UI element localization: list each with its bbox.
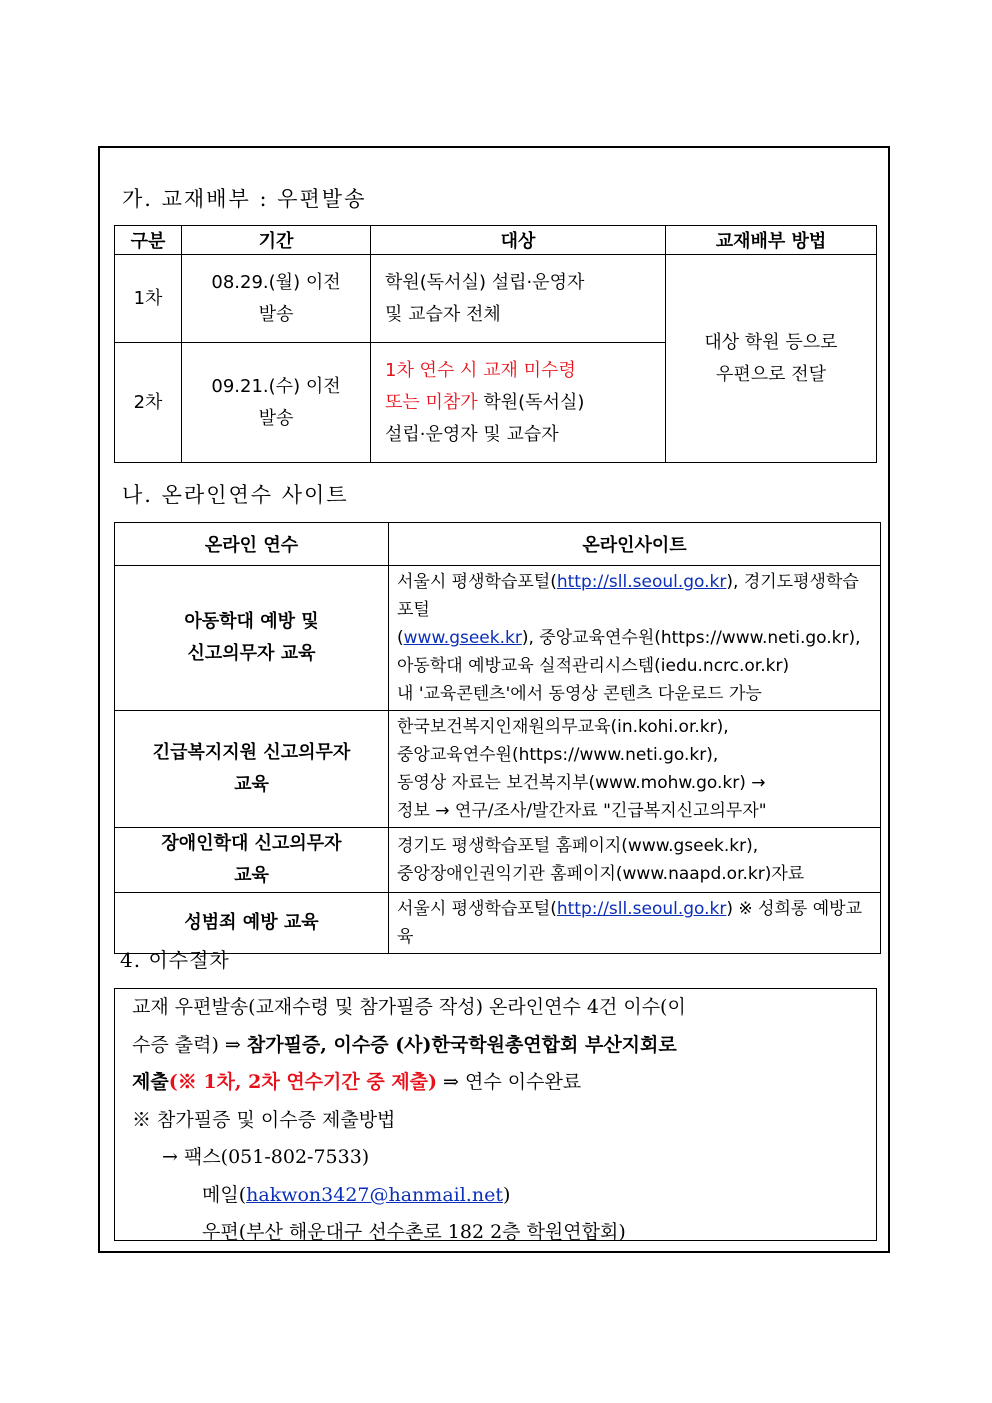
target-line: 학원(독서실) 설립·운영자 [385,271,585,293]
target-line-red: 1차 연수 시 교재 미수령 [385,359,576,381]
training-name-line: 장애인학대 신고의무자 [161,833,342,854]
site-cell [389,828,881,893]
procedure-text-bold: 참가필증, 이수증 (사)한국학원총연합회 부산지회로 [246,1033,677,1056]
method-cell [666,255,877,463]
period-line: 발송 [258,303,294,325]
procedure-line: 교재 우편발송(교재수령 및 참가필증 작성) 온라인연수 4건 이수(이 [132,996,686,1018]
procedure-text-bold: 제출 [132,1071,169,1093]
site-cell [389,893,881,954]
site-line: 정보 → 연구/조사/발간자료 "긴급복지신고의무자" [397,801,767,821]
method-line: 우편으로 전달 [715,363,827,385]
period-cell [182,255,371,343]
target-cell [371,255,666,343]
header-site: 온라인사이트 [389,523,881,566]
seoul-portal-link[interactable]: http://sll.seoul.go.kr [556,899,727,919]
target-text-red: 또는 미참가 [385,391,478,413]
training-name-cell: 성범죄 예방 교육 [115,893,389,954]
header-method: 교재배부 방법 [666,226,877,255]
site-text: ), 중앙교육연수원(https://www.neti.go.kr), [521,628,861,648]
training-name-line: 긴급복지지원 신고의무자 [152,742,351,763]
table-row [115,255,877,343]
training-name-cell [115,566,389,711]
section-4-title: 4. 이수절차 [120,948,230,972]
procedure-line [132,1177,876,1215]
site-line: 내 '교육콘텐츠'에서 동영상 콘텐츠 다운로드 가능 [397,684,762,704]
training-name-line: 교육 [234,774,269,795]
target-cell [371,343,666,463]
target-line [385,387,665,419]
training-name-cell [115,828,389,893]
procedure-line [132,1027,876,1065]
section-na-title: 나. 온라인연수 사이트 [122,483,349,507]
table-row [115,711,881,828]
round-cell: 1차 [115,255,182,343]
training-name-line: 신고의무자 교육 [187,643,316,664]
period-line: 08.29.(월) 이전 [211,271,341,293]
distribution-table [114,225,877,463]
target-line: 및 교습자 전체 [385,303,501,325]
site-text: ( [397,628,404,648]
header-training: 온라인 연수 [115,523,389,566]
online-training-table [114,522,881,954]
site-line: 한국보건복지인재원의무교육(in.kohi.or.kr), [397,717,729,737]
procedure-text: ) [502,1183,511,1206]
procedure-text: ⇒ 연수 이수완료 [437,1071,582,1093]
site-text: ) ※ 성희롱 예방교육 [397,899,863,947]
seoul-portal-link[interactable]: http://sll.seoul.go.kr [556,572,727,592]
target-text: 학원(독서실) [477,391,585,413]
target-line: 설립·운영자 및 교습자 [385,423,559,445]
site-text: 서울시 평생학습포털( [397,572,557,592]
training-name-line: 아동학대 예방 및 [184,611,319,632]
site-line: 중앙장애인권익기관 홈페이지(www.naapd.or.kr)자료 [397,864,805,884]
site-cell [389,566,881,711]
training-name-cell [115,711,389,828]
email-link[interactable]: hakwon3427@hanmail.net [246,1183,503,1206]
period-line: 09.21.(수) 이전 [211,375,341,397]
table-row [115,566,881,711]
site-line: 경기도 평생학습포털 홈페이지(www.gseek.kr), [397,836,759,856]
site-cell [389,711,881,828]
procedure-line: ※ 참가필증 및 이수증 제출방법 [132,1108,396,1131]
table-header-row [115,226,877,255]
table-row [115,828,881,893]
site-text: ), 경기도평생학습포털 [397,572,859,620]
procedure-line [132,1064,876,1102]
procedure-text: 수증 출력) ⇒ [132,1033,247,1056]
training-name-line: 교육 [234,865,269,886]
header-round: 구분 [115,226,182,255]
period-cell [182,343,371,463]
table-header-row [115,523,881,566]
procedure-line: → 팩스(051-802-7533) [162,1146,370,1168]
gseek-link[interactable]: www.gseek.kr [403,628,522,648]
round-cell: 2차 [115,343,182,463]
site-line [397,568,872,624]
header-period: 기간 [182,226,371,255]
site-line: 동영상 자료는 보건복지부(www.mohw.go.kr) → [397,773,766,793]
section-ga-title: 가. 교재배부 : 우편발송 [122,187,367,211]
site-text: 서울시 평생학습포털( [397,899,557,919]
method-line: 대상 학원 등으로 [704,331,838,353]
procedure-text-red: (※ 1차, 2차 연수기간 중 제출) [168,1071,438,1093]
site-line [397,624,872,652]
header-target: 대상 [371,226,666,255]
procedure-text: 메일( [202,1183,247,1206]
period-line: 발송 [258,407,294,429]
site-line: 중앙교육연수원(https://www.neti.go.kr), [397,745,719,765]
site-line: 아동학대 예방교육 실적관리시스템(iedu.ncrc.or.kr) [397,656,790,676]
site-line [397,895,872,951]
procedure-line: 우편(부산 해운대구 선수촌로 182 2층 학원연합회) [202,1221,626,1243]
procedure-box [114,988,877,1241]
